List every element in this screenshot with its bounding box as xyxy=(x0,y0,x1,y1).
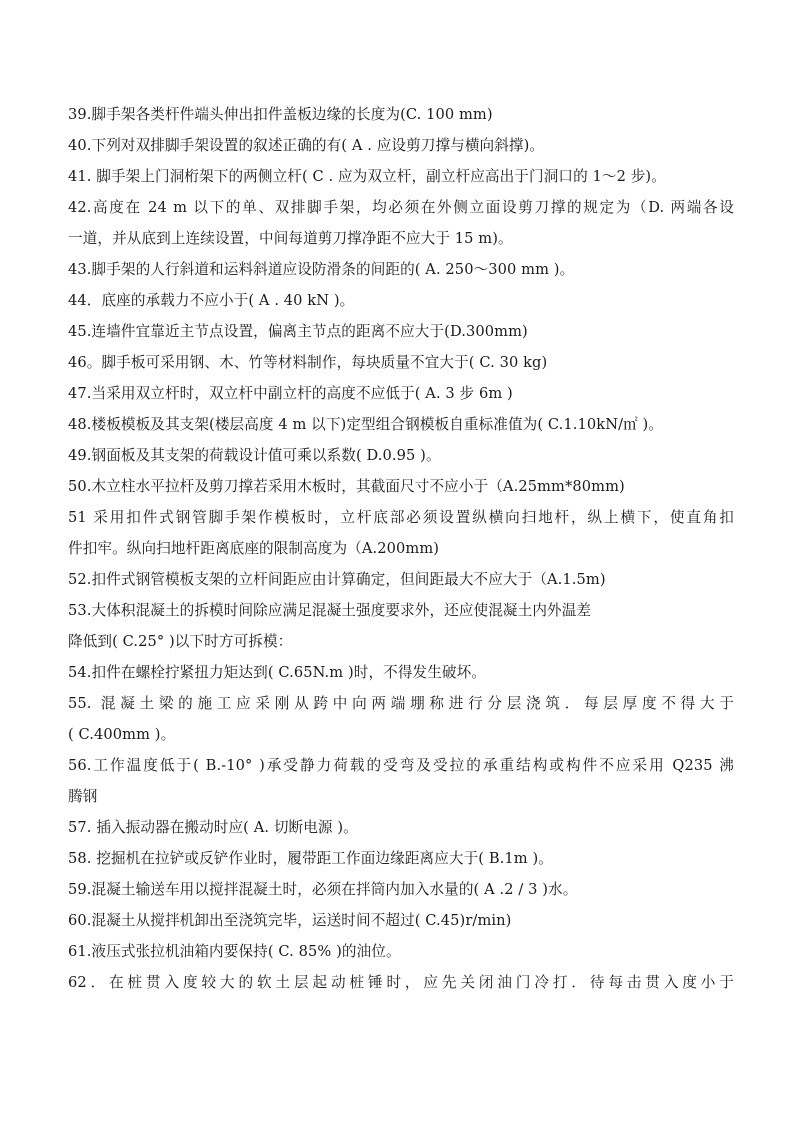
text-line: 60.混凝土从搅拌机卸出至浇筑完毕，运送时间不超过( C.45)r/min) xyxy=(68,912,512,929)
text-line: 49.钢面板及其支架的荷载设计值可乘以系数( D.0.95 )。 xyxy=(68,447,441,464)
text-line: 44．底座的承载力不应小于( A . 40 kN )。 xyxy=(68,292,355,309)
text-line: 48.楼板模板及其支架(楼层高度 4 m 以下)定型组合钢模板自重标准值为( C.1.10kN/㎡ )。 xyxy=(68,416,664,433)
text-line: 55. 混凝土梁的施工应采刚从跨中向两端堋称进行分层浇筑．每层厚度不得大于 xyxy=(68,695,734,712)
text-line: 40.下列对双排脚手架设置的叙述正确的有( A . 应设剪刀撑与横向斜撑)。 xyxy=(68,137,545,154)
text-line: 腾钢 xyxy=(68,788,98,805)
text-line: 54.扣件在螺栓拧紧扭力矩达到( C.65N.m )时，不得发生破坏。 xyxy=(68,664,487,681)
text-line: 42.高度在 24 m 以下的单、双排脚手架，均必须在外侧立面设剪刀撑的规定为（D. 两端各设 xyxy=(68,199,734,216)
text-line: 62．在桩贯入度较大的软土层起动桩锤时，应先关闭油门冷打．待每击贯入度小于 xyxy=(68,974,734,991)
text-line: 41. 脚手架上门洞桁架下的两侧立杆( C . 应为双立杆，副立杆应高出于门洞口的 1～2 步)。 xyxy=(68,168,666,185)
question-list xyxy=(68,99,734,998)
text-line: 46。脚手板可采用钢、木、竹等材料制作，每块质量不宜大于( C. 30 kg) xyxy=(68,354,548,371)
text-line: 52.扣件式钢管模板支架的立杆间距应由计算确定，但间距最大不应大于（A.1.5m) xyxy=(68,571,606,588)
text-line: 件扣牢。纵向扫地杆距离底座的限制高度为（A.200mm) xyxy=(68,540,440,557)
text-line: 57. 插入振动器在搬动时应( A. 切断电源 )。 xyxy=(68,819,358,836)
text-line: 50.木立柱水平拉杆及剪刀撑若采用木板时，其截面尺寸不应小于（A.25mm*80mm) xyxy=(68,478,625,495)
text-line: 47.当采用双立杆时，双立杆中副立杆的高度不应低于( A. 3 步 6m ) xyxy=(68,385,513,402)
text-line: 降低到( C.25° )以下时方可拆模： xyxy=(68,633,293,650)
text-line: 43.脚手架的人行斜道和运料斜道应设防滑条的间距的( A. 250～300 mm )。 xyxy=(68,261,575,278)
text-line: 51 采用扣件式钢管脚手架作模板时，立杆底部必须设置纵横向扫地杆，纵上横下，使直角扣 xyxy=(68,509,734,526)
text-line: 58. 挖掘机在拉铲或反铲作业时，履带距工作面边缘距离应大于( B.1m )。 xyxy=(68,850,553,867)
text-line: 45.连墙件宜靠近主节点设置，偏离主节点的距离不应大于(D.300mm) xyxy=(68,323,528,340)
text-line: 一道，并从底到上连续设置，中间每道剪刀撑净距不应大于 15 m)。 xyxy=(68,230,513,247)
text-line: 61.液压式张拉机油箱内要保持( C. 85% )的油位。 xyxy=(68,943,401,960)
text-line: 59.混凝土输送车用以搅拌混凝土时，必须在拌筒内加入水量的( A .2 / 3 )水。 xyxy=(68,881,578,898)
text-line: 39.脚手架各类杆件端头伸出扣件盖板边缘的长度为(C. 100 mm) xyxy=(68,106,493,123)
text-line: 53.大体积混凝土的拆模时间除应满足混凝土强度要求外，还应使混凝土内外温差 xyxy=(68,602,592,619)
text-line: ( C.400mm )。 xyxy=(68,726,176,743)
text-line: 56.工作温度低于( B.-10° )承受静力荷载的受弯及受拉的承重结构或构件不应采用 Q235 沸 xyxy=(68,757,734,774)
